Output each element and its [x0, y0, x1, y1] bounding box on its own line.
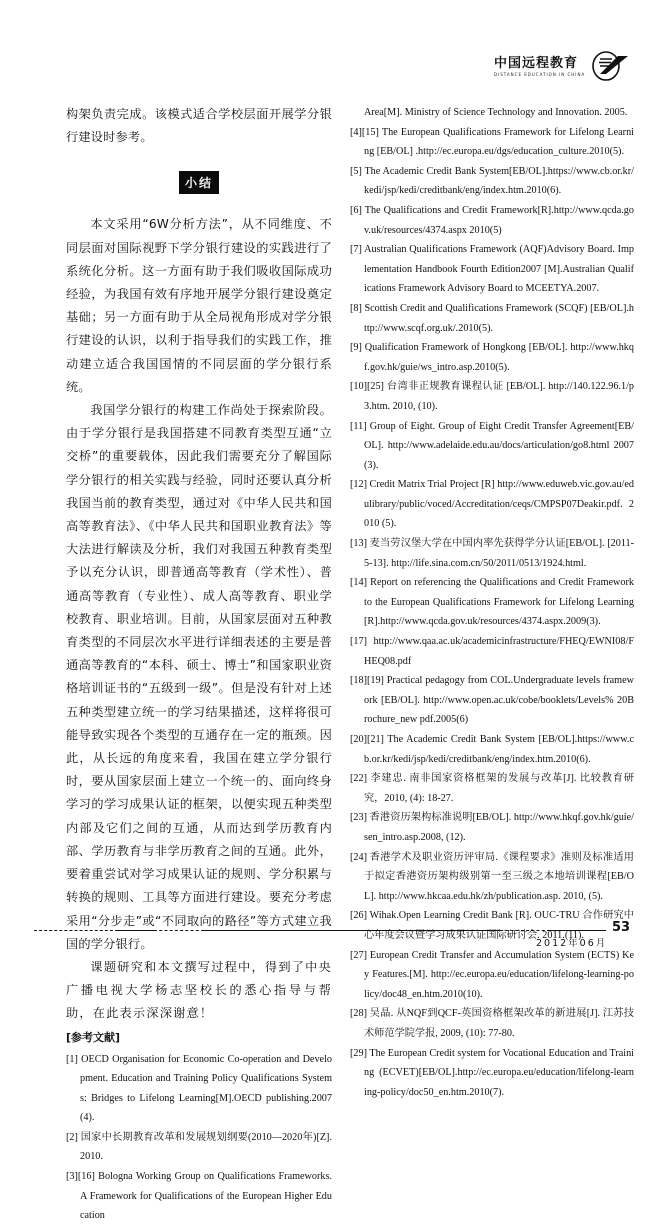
- reference-item: [20][21] The Academic Credit Bank System [EB/OL].https://www.cb.or.kr/kedi/jsp/kedi/creditbank/eng/index.htm.2010(6).: [350, 734, 634, 765]
- footer-rule: [118, 930, 154, 931]
- reference-item: [14] Report on referencing the Qualifications and Credit Framework to the European Qualifications Framework for Lifelong Learning[R].http://www.qcda.gov.uk/resources/4374.aspx.2009(3).: [350, 577, 634, 628]
- section-heading-wrap: [66, 171, 332, 195]
- footer-rule-dashed: [154, 930, 204, 931]
- section-heading: 小结: [179, 171, 219, 194]
- footer-rule: [204, 930, 500, 931]
- footer-rule-dashed: [500, 930, 550, 931]
- reference-item: [8] Scottish Credit and Qualifications Framework (SCQF) [EB/OL].http://www.scqf.org.uk/.2010(5).: [350, 302, 634, 334]
- reference-item: [2] 国家中长期教育改革和发展规划纲要(2010—2020年)[Z]. 2010.: [66, 1131, 332, 1163]
- reference-item: [26] Wihak.Open Learning Credit Bank [R]. OUC-TRU 合作研究中心年度会议暨学习成果认证国际研讨会. 2011.(11).: [350, 910, 634, 941]
- reference-item: [23] 香港资历架构标准说明[EB/OL]. http://www.hkqf.gov.hk/guie/sen_intro.asp.2008, (12).: [350, 812, 634, 843]
- journal-logo: [490, 50, 640, 90]
- reference-item: [3][16] Bologna Working Group on Qualifications Frameworks. A Framework for Qualifications of the European Higher Education: [66, 1171, 332, 1222]
- reference-item: [13] 麦当劳汉堡大学在中国内率先获得学分认证[EB/OL]. [2011-5-13]. http://life.sina.com.cn/50/2011/0513/1924.html.: [350, 538, 634, 569]
- body-paragraph: 我国学分银行的构建工作尚处于探索阶段。由于学分银行是我国搭建不同教育类型互通“立交桥”的重要载体，因此我们需要充分了解国际学分银行的相关实践与经验，同时还要认真分析我国当前的教育类型，通过对《中华人民共和国高等教育法》、《中华人民共和国职业教育法》等大法进行解读及分析，我们对我国五种教育类型予以充分认识，即普通高等教育（学术性）、普通高等教育（专业性）、成人高等教育、职业学校教育、职业培训。目前，从国家层面对五种教育类型的不同层次水平进行详细表述的主要是普通高等教育的“本科、硕士、博士”和国家职业资格培训证书的“五级到一级”。但是没有针对上述五种类型建立统一的学习结果描述，这样将很可能导致实现各个类型的互通存在一定的瓶颈。因此，从长远的角度来看，我国在建立学分银行时，要从国家层面上建立一个统一的、面向终身学习的学习成果认证的框架，以便实现五种类型内部及它们之间的互通，从而达到学历教育内部、学历教育与非学历教育之间的互通。此外，要着重尝试对学习成果认证的规则、学分积累与转换的规则、工具等方面进行建设。要充分考虑采用“分步走”或“不同取向的路径”等方式建立我国的学分银行。: [66, 403, 332, 951]
- issue-date: 2012年06月: [536, 938, 608, 949]
- reference-item: [27] European Credit Transfer and Accumulation System (ECTS) Key Features.[M]. http://ec.europa.eu/education/lifelong-learning-policy/doc48_en.htm.2010(10).: [350, 949, 634, 1000]
- reference-item: [17] http://www.qaa.ac.uk/academicinfrastructure/FHEQ/EWNI08/FHEQ08.pdf: [350, 636, 634, 667]
- reference-item: [4][15] The European Qualifications Framework for Lifelong Learning [EB/OL] .http://ec.europa.eu/dgs/education_culture.2010(5).: [350, 126, 634, 158]
- journal-title-en: DISTANCE EDUCATION IN CHINA: [494, 72, 586, 77]
- left-column: [66, 103, 332, 1226]
- reference-item: [5] The Academic Credit Bank System[EB/OL].https://www.cb.or.kr/kedi/jsp/kedi/creditbank/eng/index.htm.2010(6).: [350, 165, 634, 197]
- reference-item: [11] Group of Eight. Group of Eight Credit Transfer Agreement[EB/OL]. http://www.adelaide.edu.au/docs/articulation/go8.html 2007(3).: [350, 420, 634, 471]
- body-paragraph: 本文采用“6W分析方法”，从不同维度、不同层面对国际视野下学分银行建设的实践进行了系统化分析。这一方面有助于我们吸收国际成功经验，为我国有效有序地开展学分银行建设奠定基础；另一方面有助于从全局视角形成对学分银行建设的认识，以利于指导我们的实践工作，推动建立适合我国国情的不同层面的学分银行系统。: [66, 217, 332, 394]
- reference-continuation: Area[M]. Ministry of Science Technology and Innovation. 2005.: [364, 107, 628, 118]
- reference-item: [22] 李建忠. 南非国家资格框架的发展与改革[J]. 比较教育研究，2010, (4): 18-27.: [350, 773, 634, 804]
- reference-item: [18][19] Practical pedagogy from COL.Undergraduate levels framework [EB/OL]. http://www.open.ac.uk/cobe/booklets/Levels% 20Brochure_new pdf.2005(6): [350, 675, 634, 726]
- reference-item: [7] Australian Qualifications Framework (AQF)Advisory Board. Implementation Handbook Fourth Edition2007 [M].Australian Qualifications Framework Advisory Board to MCEETYA.2007.: [350, 244, 634, 295]
- journal-logo-icon: [590, 50, 630, 82]
- page-number: 53: [612, 920, 631, 935]
- reference-item: [1] OECD Organisation for Economic Co-operation and Development. Education and Training Policy Qualifications Systems: Bridges to Lifelong Learning[M].OECD publishing.2007(4).: [66, 1053, 332, 1124]
- references-heading: [参考文献]: [66, 1030, 121, 1044]
- intro-paragraph: 构架负责完成。该模式适合学校层面开展学分银行建设时参考。: [66, 107, 332, 145]
- reference-item: [9] Qualification Framework of Hongkong [EB/OL]. http://www.hkqf.gov.hk/guie/ws_intro.asp.2010(5).: [350, 342, 634, 373]
- reference-item: [29] The European Credit system for Vocational Education and Training (ECVET)[EB/OL].http://ec.europa.eu/education/lifelong-learning-policy/doc50_en.htm.2010(7).: [350, 1047, 634, 1098]
- reference-item: [6] The Qualifications and Credit Framework[R].http://www.qcda.gov.uk/resources/4374.aspx 2010(5): [350, 204, 634, 236]
- footer-rule-dashed: [34, 930, 118, 931]
- journal-title-cn: 中国远程教育: [494, 56, 579, 71]
- reference-item: [12] Credit Matrix Trial Project [R] http://www.eduweb.vic.gov.au/edulibrary/public/voced/Accreditation/ceqs/CMPSP07Deakir.pdf. 2010 (5).: [350, 479, 634, 530]
- right-column: [350, 103, 634, 1102]
- reference-item: [24] 香港学术及职业资历评审局.《课程要求》准则及标准适用于拟定香港资历架构级别第一至三级之本地培训课程[EB/OL]. http://www.hkcaa.edu.hk/zh/publication.asp. 2010, (5).: [350, 851, 634, 902]
- acknowledgement-paragraph: 课题研究和本文撰写过程中，得到了中央广播电视大学杨志坚校长的悉心指导与帮助，在此表示深深谢意！: [66, 959, 332, 1021]
- reference-item: [10][25] 台湾非正规教育课程认证 [EB/OL]. http://140.122.96.1/p3.htm. 2010, (10).: [350, 381, 634, 412]
- footer-rule: [550, 930, 606, 931]
- reference-item: [28] 吴晶. 从NQF到QCF-英国资格框架改革的新进展[J]. 江苏技术师范学院学报, 2009, (10): 77-80.: [350, 1008, 634, 1039]
